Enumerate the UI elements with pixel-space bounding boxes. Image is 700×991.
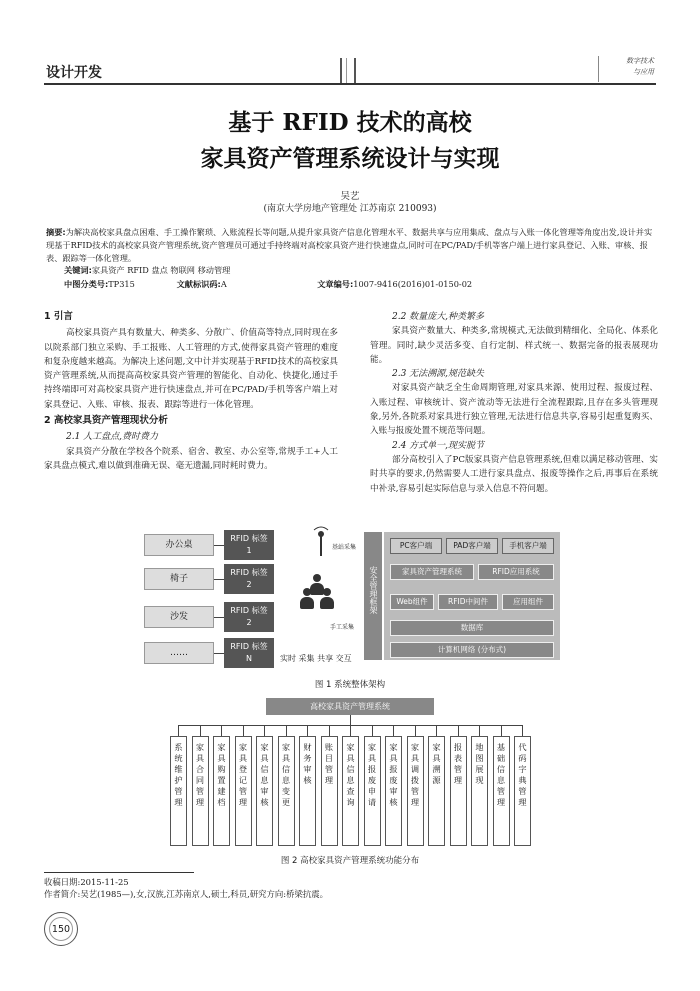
module-box: 财务审核: [299, 736, 316, 846]
module-box: 家具信息变更: [278, 736, 295, 846]
rfid-app-system: RFID应用系统: [478, 564, 554, 580]
tree-trunk: [350, 715, 351, 725]
tree-connector: [286, 725, 287, 736]
person-icon-3: [320, 588, 334, 610]
tree-connector: [479, 725, 480, 736]
tree-connector: [307, 725, 308, 736]
antenna-icon: [310, 526, 332, 558]
right-column: [370, 310, 658, 496]
paper-title-line1: 基于 RFID 技术的高校: [228, 109, 472, 136]
label-base-station: 基站采集: [332, 544, 357, 551]
footnote-rule: [44, 872, 194, 873]
mobile-client: 手机客户端: [502, 538, 554, 554]
network: 计算机网络 (分布式): [390, 642, 554, 658]
abstract-label: 摘要:: [46, 227, 66, 237]
page-number-badge: [44, 912, 78, 946]
doc-value: A: [220, 279, 227, 289]
arrow-2: [214, 579, 224, 580]
tree-connector: [178, 725, 179, 736]
tree-connector: [243, 725, 244, 736]
header-rule: [44, 83, 656, 85]
furniture-more: ……: [144, 642, 214, 664]
tree-connector: [415, 725, 416, 736]
tree-connector: [436, 725, 437, 736]
doc-label: 文献标识码:: [176, 279, 221, 289]
module-box: 基础信息管理: [493, 736, 510, 846]
arrow-3: [214, 617, 224, 618]
left-column: [44, 310, 338, 473]
author: 吴艺: [340, 191, 360, 202]
section-2-2-title: 2.2 数量庞大,种类繁多: [392, 312, 485, 322]
section-2-4-paragraph: 部分高校引入了PC版家具资产信息管理系统,但难以满足移动管理、实时共享的要求,仍然需要人工进行家具盘点、报废等操作之后,再事后在系统中补录,容易引起实际信息与录入信息不符问题。: [370, 454, 658, 494]
pc-client: PC客户端: [390, 538, 442, 554]
person-icon-2: [300, 588, 314, 610]
tree-connector: [522, 725, 523, 736]
abstract: [46, 226, 656, 265]
received-date: 收稿日期:2015-11-25: [44, 877, 129, 887]
module-box: 代码字典管理: [514, 736, 531, 846]
module-box: 家具信息查询: [342, 736, 359, 846]
figure-1-architecture: [140, 524, 560, 672]
module-box: 地图展现: [471, 736, 488, 846]
tree-connector: [458, 725, 459, 736]
abstract-text: 为解决高校家具盘点困难、手工操作繁琐、入账流程长等问题,从提升家具资产信息化管理水平、数据共享与应用集成、盘点与入账一体化管理等角度出发,设计并实现基于RFID技术的高校家具资产管理系统,资产管理员可通过手持终端对高校家具资产进行快速盘点,同时可在PC/PAD/手机等客户端上进行家具登记、入账、审核、报表、跟踪等一体化管理。: [46, 227, 653, 263]
furniture-sofa: 沙发: [144, 606, 214, 628]
rfid-tag-3-text: RFID 标签 2: [230, 606, 268, 627]
section-1-paragraph: 高校家具资产具有数量大、种类多、分散广、价值高等特点,同时现在多以院系部门独立采购、手工报账、人工管理的方式,使得家具资产管理的难度和复杂度越来越高。为解决上述问题,文中计并实现基于RFID技术的高校家具资产管理系统,从而提高高校家具资产管理的智能化、自动化、快捷化,通过手持终端即可对高校家具资产进行快速盘点,并可在PC/PAD/手机等客户端上对家具登记、入账、审核、报表、跟踪等进行一体化管理。: [44, 328, 338, 410]
journal-logo: [598, 56, 656, 82]
asset-system: 家具资产管理系统: [390, 564, 474, 580]
label-manual: 手工采集: [330, 624, 355, 631]
figure-1-caption: 图 1 系统整体架构: [314, 680, 386, 690]
tree-connector: [264, 725, 265, 736]
module-box: 家具合同管理: [192, 736, 209, 846]
rfid-tag-1-text: RFID 标签 1: [230, 534, 268, 555]
module-box: 家具调拨管理: [407, 736, 424, 846]
keywords: [64, 265, 230, 276]
pad-client: PAD客户端: [446, 538, 498, 554]
page-number: 150: [49, 917, 73, 941]
clc-label: 中图分类号:: [64, 279, 109, 289]
rfid-tag-2: [224, 564, 274, 594]
paper-title-line2: 家具资产管理系统设计与实现: [200, 145, 500, 172]
figure-2-caption: 图 2 高校家具资产管理系统功能分布: [280, 856, 420, 866]
app-component: 应用组件: [502, 594, 554, 610]
article-value: 1007-9416(2016)01-0150-02: [353, 279, 473, 289]
tree-connector: [329, 725, 330, 736]
module-box: 系统维护管理: [170, 736, 187, 846]
journal-logo-line1: 数字技术: [626, 57, 654, 65]
module-box: 家具信息审核: [256, 736, 273, 846]
journal-logo-line2: 与应用: [633, 68, 654, 76]
module-box: 家具报废审核: [385, 736, 402, 846]
affiliation: (南京大学房地产管理处 江苏南京 210093): [263, 204, 437, 214]
tree-connector: [221, 725, 222, 736]
section-2-1-title: 2.1 人工盘点,费时费力: [66, 432, 159, 443]
tree-root: 高校家具资产管理系统: [266, 698, 434, 715]
label-realtime: 实时 采集 共享 交互: [280, 654, 352, 663]
tree-connector: [501, 725, 502, 736]
section-2-3-paragraph: 对家具资产缺乏全生命周期管理,对家具来源、使用过程、报废过程、入账过程、审核统计、资产流动等无法进行全流程跟踪,且存在多头管理现象,另外,各院系对家具进行独立管理,无法进行信息共享,容易引起重复购买、入账与报废处置不规范等问题。: [370, 383, 658, 437]
security-framework-text: 安全管理框架: [369, 566, 378, 614]
header-divider-thin: [346, 58, 350, 83]
author-bio: 作者简介:吴艺(1985—),女,汉族,江苏南京人,硕士,科员,研究方向:桥梁抗震。: [44, 889, 328, 899]
rfid-tag-1: [224, 530, 274, 560]
keywords-text: 家具资产 RFID 盘点 物联网 移动管理: [91, 265, 231, 275]
figure-2-function-tree: [160, 698, 540, 846]
module-box: 账目管理: [321, 736, 338, 846]
clc-value: TP315: [108, 279, 135, 289]
rfid-tag-3: [224, 602, 274, 632]
arrow-1: [214, 545, 224, 546]
section-2-4-title: 2.4 方式单一,现实脱节: [392, 440, 485, 451]
rfid-tag-n: [224, 638, 274, 668]
module-box: 家具溯源: [428, 736, 445, 846]
arrow-4: [214, 653, 224, 654]
section-1-title: 1 引言: [44, 311, 73, 322]
section-2-3-title: 2.3 无法溯源,规范缺失: [392, 369, 485, 380]
section-2-title: 2 高校家具资产管理现状分析: [44, 415, 168, 427]
rfid-tag-n-text: RFID 标签 N: [230, 642, 268, 663]
page-header: [44, 56, 656, 86]
classification-line: [64, 279, 664, 290]
database: 数据库: [390, 620, 554, 636]
rfid-tag-2-text: RFID 标签 2: [230, 568, 268, 589]
security-framework: [364, 532, 382, 660]
tree-connector: [200, 725, 201, 736]
module-box: 家具报废申请: [364, 736, 381, 846]
tree-connector: [372, 725, 373, 736]
module-box: 报表管理: [450, 736, 467, 846]
web-component: Web组件: [390, 594, 434, 610]
tree-connector: [393, 725, 394, 736]
rfid-middleware: RFID中间件: [438, 594, 498, 610]
furniture-chair: 椅子: [144, 568, 214, 590]
section-2-1-paragraph: 家具资产分散在学校各个院系、宿舍、教室、办公室等,常规手工+人工家具盘点模式,难以做到准确无误、毫无遗漏,同时耗时费力。: [44, 446, 338, 471]
keywords-label: 关键词:: [64, 265, 92, 275]
module-box: 家具登记管理: [235, 736, 252, 846]
section-label: 设计开发: [46, 65, 102, 81]
article-label: 文章编号:: [317, 279, 354, 289]
section-2-2-paragraph: 家具资产数量大、种类多,常规模式,无法做到精细化、全局化、体系化管理。同时,缺少灵活多变、自行定制、样式统一、数据完备的报表展现功能。: [370, 326, 658, 365]
module-box: 家具购置建档: [213, 736, 230, 846]
tree-connector: [350, 725, 351, 736]
furniture-desk: 办公桌: [144, 534, 214, 556]
system-stack: [384, 532, 560, 660]
